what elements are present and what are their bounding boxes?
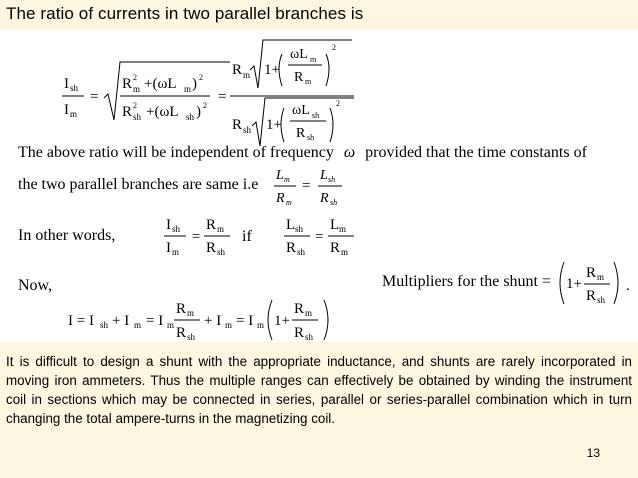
svg-text:I: I	[166, 240, 171, 256]
svg-text:m: m	[305, 77, 312, 86]
svg-text:R: R	[122, 104, 133, 120]
svg-text:sh: sh	[100, 320, 109, 330]
time-constant-condition	[18, 176, 258, 194]
svg-text:=: =	[192, 229, 201, 245]
svg-text:=: =	[302, 178, 311, 194]
svg-text:R: R	[320, 191, 329, 206]
svg-text:sh: sh	[172, 224, 181, 234]
svg-text:sh: sh	[328, 175, 336, 184]
svg-text:m: m	[217, 224, 225, 234]
closing-paren	[322, 298, 332, 344]
svg-text:m: m	[305, 308, 313, 318]
svg-text:m: m	[225, 320, 233, 330]
omega-symbol: ω	[343, 144, 356, 161]
svg-text:R: R	[294, 70, 304, 85]
svg-text:m: m	[286, 198, 292, 207]
svg-text:2: 2	[133, 101, 137, 110]
svg-text:1+: 1+	[274, 313, 290, 329]
svg-text:R: R	[286, 240, 297, 256]
multiplier-equation	[556, 258, 636, 308]
svg-text:L: L	[320, 168, 328, 183]
current-ratio-equation	[60, 36, 360, 152]
svg-text:1+: 1+	[266, 117, 282, 133]
svg-text:sh: sh	[70, 83, 79, 93]
page-number: 13	[586, 446, 600, 460]
svg-text:2: 2	[332, 43, 336, 52]
svg-text:+(ωL: +(ωL	[144, 76, 177, 92]
svg-text:m: m	[172, 247, 180, 257]
multipliers-label: Multipliers for the shunt =	[382, 273, 552, 290]
svg-text:I: I	[64, 102, 69, 118]
svg-text:m: m	[284, 175, 290, 184]
svg-text:I = I: I = I	[68, 313, 94, 329]
svg-text:sh: sh	[217, 247, 226, 257]
svg-text:m: m	[134, 320, 142, 330]
svg-text:L: L	[276, 168, 284, 183]
svg-text:R: R	[294, 301, 305, 317]
independence-text: The above ratio will be independent of frequency	[18, 144, 334, 161]
slide-title: The ratio of currents in two parallel branches is	[6, 4, 364, 23]
svg-text:+(ωL: +(ωL	[146, 104, 179, 120]
svg-text:R: R	[232, 117, 243, 133]
svg-text:m: m	[133, 84, 141, 94]
svg-text:R: R	[122, 76, 133, 92]
time-constant-equation	[272, 162, 362, 208]
provided-text: provided that the time constants of	[365, 144, 587, 161]
svg-text:R: R	[206, 217, 217, 233]
svg-text:= I: = I	[236, 313, 254, 329]
svg-text:sh: sh	[305, 332, 314, 342]
svg-text:m: m	[243, 70, 251, 80]
svg-text:=: =	[218, 89, 227, 105]
svg-text:I: I	[64, 76, 69, 92]
svg-text:m: m	[339, 224, 347, 234]
svg-text:L: L	[286, 217, 296, 233]
svg-text:2: 2	[336, 99, 340, 108]
svg-text:R: R	[586, 288, 597, 304]
svg-text:): )	[196, 104, 201, 120]
svg-text:sh: sh	[307, 133, 315, 142]
svg-text:ωL: ωL	[290, 47, 308, 62]
svg-text:R: R	[294, 325, 305, 341]
in-other-words: In other words,	[18, 227, 116, 244]
svg-text:R: R	[296, 126, 306, 141]
svg-text:sh: sh	[295, 224, 304, 234]
svg-text:ωL: ωL	[292, 103, 310, 118]
svg-text:sh: sh	[330, 198, 338, 207]
svg-text:R: R	[586, 265, 597, 281]
now-word: Now,	[18, 277, 53, 294]
svg-text:2: 2	[133, 73, 137, 82]
if-word: if	[242, 228, 252, 245]
svg-text:m: m	[187, 308, 195, 318]
svg-text:R: R	[232, 62, 243, 78]
svg-text:=: =	[315, 229, 324, 245]
svg-text:sh: sh	[187, 332, 196, 342]
svg-text:sh: sh	[312, 111, 320, 120]
svg-text:m: m	[310, 55, 317, 64]
svg-text:sh: sh	[133, 112, 142, 122]
svg-text:m: m	[184, 84, 192, 94]
svg-text:=: =	[90, 89, 99, 105]
svg-text:R: R	[276, 191, 285, 206]
svg-text:1+: 1+	[264, 62, 280, 78]
svg-text:+ I: + I	[112, 313, 130, 329]
svg-text:L: L	[330, 217, 340, 233]
svg-text:= I: = I	[146, 313, 164, 329]
svg-text:m: m	[70, 109, 78, 119]
ratio-equation	[162, 212, 362, 258]
explanation-paragraph: It is difficult to design a shunt with the appropriate inductance, and shunts are rarely incorporated in moving iron ammeters. Thus the multiple ranges can effectively be obtained by winding the instrument coil in sections which may be connected in series, parallel or series-parallel combination which in turn changing the total ampere-turns in the magnetizing coil.	[6, 354, 632, 426]
svg-text:1+: 1+	[566, 276, 582, 292]
current-sum-equation	[64, 294, 324, 344]
svg-text:+ I: + I	[204, 313, 222, 329]
svg-text:m: m	[167, 320, 175, 330]
svg-text:m: m	[257, 320, 265, 330]
equations-panel	[0, 30, 638, 342]
svg-text:m: m	[597, 272, 605, 282]
branches-text: the two parallel branches are same i.e	[18, 176, 259, 193]
svg-text:2: 2	[199, 73, 203, 82]
svg-text:2: 2	[203, 101, 207, 110]
svg-text:m: m	[341, 247, 349, 257]
svg-text:R: R	[206, 240, 217, 256]
svg-text:R: R	[176, 325, 187, 341]
svg-text:sh: sh	[597, 295, 606, 305]
svg-text:I: I	[166, 217, 171, 233]
svg-text:.: .	[626, 278, 630, 294]
svg-text:R: R	[330, 240, 341, 256]
svg-text:sh: sh	[243, 125, 252, 135]
svg-text:): )	[192, 76, 197, 92]
svg-text:sh: sh	[186, 112, 195, 122]
svg-text:R: R	[176, 301, 187, 317]
svg-text:sh: sh	[297, 247, 306, 257]
